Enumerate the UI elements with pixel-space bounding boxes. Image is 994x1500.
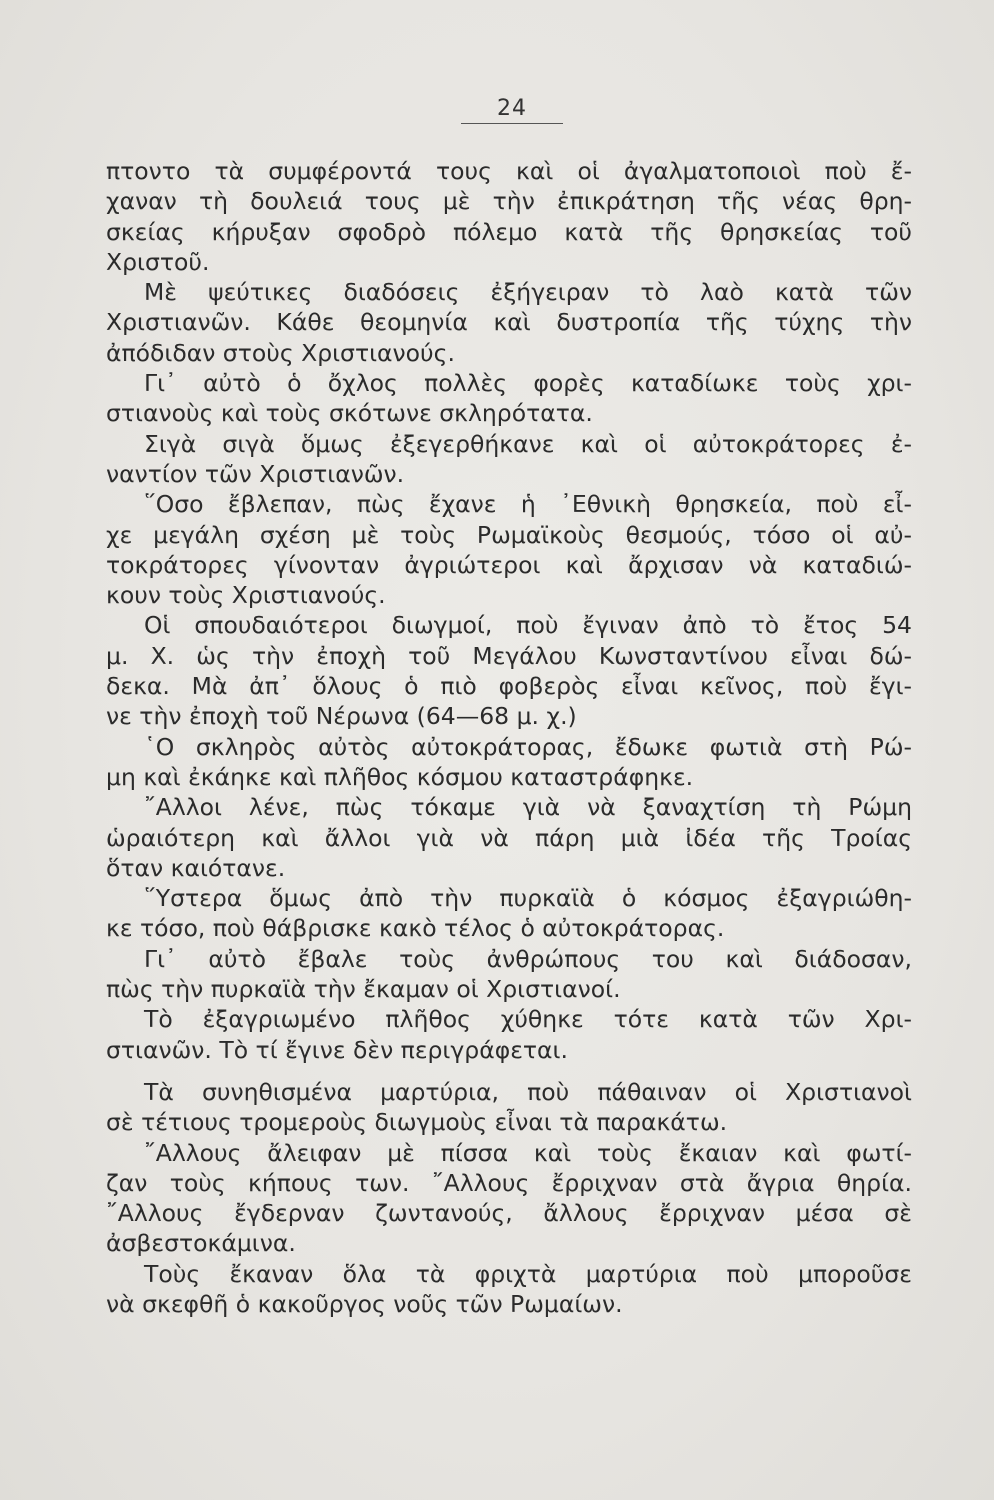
text-line: χαναν τὴ δουλειά τους μὲ τὴν ἐπικράτηση τῆς νέας θρη-	[106, 187, 912, 216]
text-line: Τὰ συνηθισμένα μαρτύρια, ποὺ πάθαιναν οἱ Χριστιανοὶ	[144, 1077, 912, 1106]
text-line: μ. Χ. ὡς τὴν ἐποχὴ τοῦ Μεγάλου Κωνσταντίνου εἶναι δώ-	[106, 641, 912, 670]
text-line: δεκα. Μὰ ἀπ᾽ ὅλους ὁ πιὸ φοβερὸς εἶναι κεῖνος, ποὺ ἔγι-	[106, 672, 912, 701]
text-line: κε τόσο, ποὺ θάβρισκε κακὸ τέλος ὁ αὐτοκράτορας.	[106, 914, 725, 943]
text-line: ζαν τοὺς κήπους των. ῎Αλλους ἔρριχναν στὰ ἄγρια θηρία.	[106, 1168, 912, 1197]
text-line: Τοὺς ἔκαναν ὅλα τὰ φριχτὰ μαρτύρια ποὺ μποροῦσε	[144, 1259, 912, 1288]
text-line: ῎Αλλοι λένε, πὼς τόκαμε γιὰ νὰ ξαναχτίση τὴ Ρώμη	[144, 793, 912, 822]
text-line: σὲ τέτιους τρομεροὺς διωγμοὺς εἶναι τὰ παρακάτω.	[106, 1108, 728, 1137]
page-header	[0, 96, 994, 124]
text-line: ὡραιότερη καὶ ἄλλοι γιὰ νὰ πάρη μιὰ ἰδέα τῆς Τροίας	[106, 823, 912, 852]
body-text	[106, 156, 912, 1319]
text-line: στιανῶν. Τὸ τί ἔγινε δὲν περιγράφεται.	[106, 1035, 568, 1064]
text-line: ῞Οσο ἔβλεπαν, πὼς ἔχανε ἡ ᾿Εθνικὴ θρησκεία, ποὺ εἶ-	[144, 490, 912, 519]
text-line: Μὲ ψεύτικες διαδόσεις ἐξήγειραν τὸ λαὸ κατὰ τῶν	[144, 278, 912, 307]
text-line: κουν τοὺς Χριστιανούς.	[106, 581, 386, 610]
text-line: πὼς τὴν πυρκαϊὰ τὴν ἔκαμαν οἱ Χριστιανοί.	[106, 975, 621, 1004]
text-line: Οἱ σπουδαιότεροι διωγμοί, ποὺ ἔγιναν ἀπὸ τὸ ἔτος 54	[144, 611, 912, 640]
text-line: χε μεγάλη σχέση μὲ τοὺς Ρωμαϊκοὺς θεσμούς, τόσο οἱ αὐ-	[106, 520, 912, 549]
text-line: τοκράτορες γίνονταν ἀγριώτεροι καὶ ἄρχισαν νὰ καταδιώ-	[106, 550, 912, 579]
text-line: στιανοὺς καὶ τοὺς σκότωνε σκληρότατα.	[106, 399, 593, 428]
text-line: ἀσβεστοκάμινα.	[106, 1229, 296, 1258]
text-line: ῎Αλλους ἄλειφαν μὲ πίσσα καὶ τοὺς ἔκαιαν καὶ φωτί-	[144, 1138, 912, 1167]
text-line: ῎Αλλους ἔγδερναν ζωντανούς, ἄλλους ἔρριχναν μέσα σὲ	[106, 1199, 912, 1228]
text-line: Χριστιανῶν. Κάθε θεομηνία καὶ δυστροπία τῆς τύχης τὴν	[106, 308, 912, 337]
text-line: Χριστοῦ.	[106, 247, 210, 276]
text-line: ῾Ο σκληρὸς αὐτὸς αὐτοκράτορας, ἔδωκε φωτιὰ στὴ Ρώ-	[144, 732, 912, 761]
text-line: σκείας κήρυξαν σφοδρὸ πόλεμο κατὰ τῆς θρησκείας τοῦ	[106, 217, 912, 246]
text-line: Γι᾽ αὐτὸ ὁ ὄχλος πολλὲς φορὲς καταδίωκε τοὺς χρι-	[144, 369, 912, 398]
text-line: Γι᾽ αὐτὸ ἔβαλε τοὺς ἀνθρώπους του καὶ διάδοσαν,	[144, 944, 912, 973]
paragraph-gap	[106, 1065, 912, 1077]
text-line: πτοντο τὰ συμφέροντά τους καὶ οἱ ἀγαλματοποιοὶ ποὺ ἔ-	[106, 157, 912, 185]
text-line: ἀπόδιδαν στοὺς Χριστιανούς.	[106, 338, 455, 367]
page-number: 24	[461, 96, 563, 124]
text-line: ναντίον τῶν Χριστιανῶν.	[106, 459, 405, 488]
text-line: νε τὴν ἐποχὴ τοῦ Νέρωνα (64—68 μ. χ.)	[106, 702, 577, 731]
text-line: Τὸ ἐξαγριωμένο πλῆθος χύθηκε τότε κατὰ τῶν Χρι-	[144, 1005, 912, 1034]
text-line: Σιγὰ σιγὰ ὅμως ἐξεγερθήκανε καὶ οἱ αὐτοκράτορες ἐ-	[144, 429, 912, 458]
text-line: νὰ σκεφθῆ ὁ κακοῦργος νοῦς τῶν Ρωμαίων.	[106, 1289, 623, 1318]
text-line: μη καὶ ἐκάηκε καὶ πλῆθος κόσμου καταστράφηκε.	[106, 762, 694, 791]
text-line: ὅταν καιότανε.	[106, 853, 286, 882]
text-line: ῞Υστερα ὅμως ἀπὸ τὴν πυρκαϊὰ ὁ κόσμος ἐξαγριώθη-	[144, 884, 912, 913]
